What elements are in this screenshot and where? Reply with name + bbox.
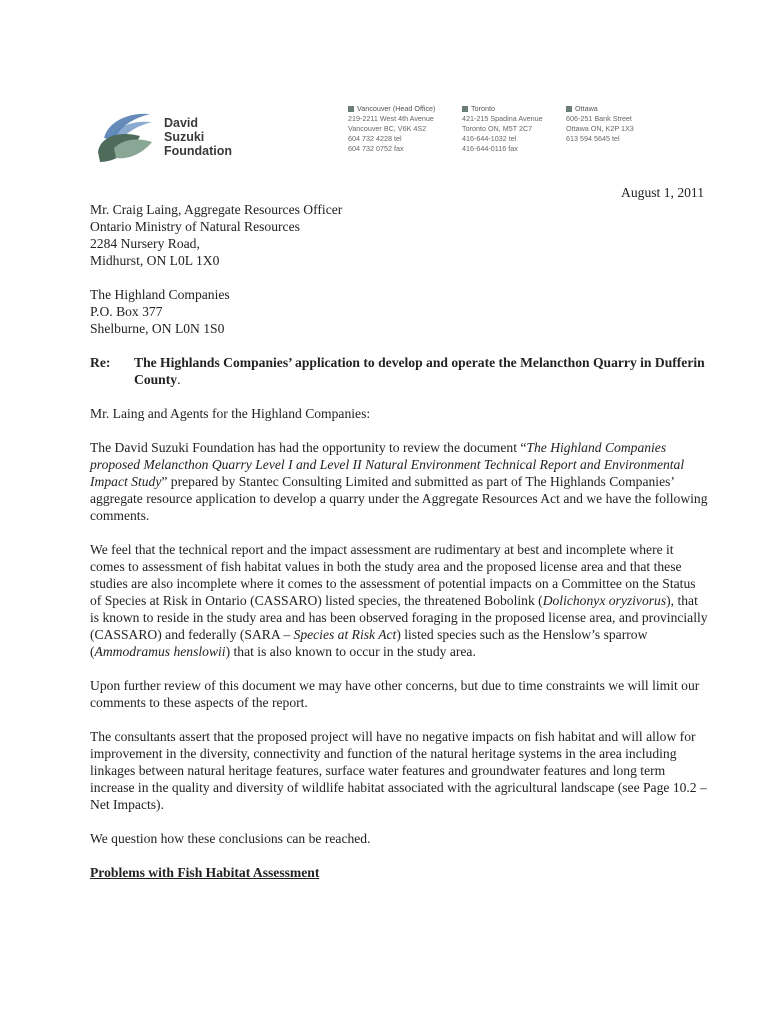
foundation-logo — [94, 108, 234, 168]
paragraph-4: The consultants assert that the proposed project will have no negative impacts on fish habitat and will allow for improvement in the diversity, connectivity and function of the natural heritage systems in the area including linkages between natural heritage features, surface water features and groundwater features and long term increase in the quality and diversity of wildlife habitat associated with the agricultural landscape (see Page 10.2 – Net Impacts). — [90, 729, 707, 812]
office-line: Ottawa ON, K2P 1X3 — [566, 124, 634, 133]
paragraph-3: Upon further review of this document we may have other concerns, but due to time constraints we will limit our comments to these aspects of the report. — [90, 678, 700, 710]
office-name: Ottawa — [566, 104, 676, 114]
address-line: Midhurst, ON L0L 1X0 — [90, 253, 220, 268]
address-line: Shelburne, ON L0N 1S0 — [90, 321, 225, 336]
office-line: 416-644-1032 tel — [462, 134, 517, 143]
salutation: Mr. Laing and Agents for the Highland Companies: — [90, 406, 371, 421]
paragraph-5: We question how these conclusions can be reached. — [90, 831, 371, 846]
org-line: Suzuki — [164, 130, 205, 144]
office-line: 613 594 5645 tel — [566, 134, 620, 143]
address-line: Mr. Craig Laing, Aggregate Resources Officer — [90, 202, 343, 217]
office-line: Toronto ON, M5T 2C7 — [462, 124, 533, 133]
leaf-logo-icon — [94, 108, 160, 168]
subject-line — [90, 354, 708, 388]
foundation-name — [164, 116, 232, 158]
org-line: David — [164, 116, 199, 130]
recipient-ministry — [90, 201, 708, 269]
office-toronto — [462, 104, 572, 154]
letter-body — [90, 184, 708, 881]
address-line: The Highland Companies — [90, 287, 230, 302]
paragraph-2: We feel that the technical report and the impact assessment are rudimentary at best and incomplete where it comes to assessment of fish habitat values in both the study area and the proposed license area and that these studies are also incomplete where it comes to the assessment of potential impacts on a Committee on the Status of Species at Risk in Ontario (CASSARO) listed species, the threatened Bobolink (Dolichonyx oryzivorus), that is known to reside in the study area and has been observed foraging in the proposed license area, and provincially (CASSARO) and federally (SARA – Species at Risk Act) listed species such as the Henslow’s sparrow (Ammodramus henslowii) that is also known to occur in the study area. — [90, 542, 708, 659]
office-line: 421-215 Spadina Avenue — [462, 114, 543, 123]
office-line: 219-2211 West 4th Avenue — [348, 114, 434, 123]
office-name: Toronto — [462, 104, 572, 114]
subject-text: The Highlands Companies’ application to develop and operate the Melancthon Quarry in Dufferin County. — [134, 355, 705, 387]
office-name: Vancouver (Head Office) — [348, 104, 458, 114]
office-line: 604 732 4228 tel — [348, 134, 402, 143]
office-ottawa — [566, 104, 676, 144]
paragraph-1: The David Suzuki Foundation has had the opportunity to review the document “The Highland Companies proposed Melancthon Quarry Level I and Level II Natural Environment Technical Report and Environmental Impact Study” prepared by Stantec Consulting Limited and submitted as part of The Highlands Companies’ aggregate resource application to develop a quarry under the Aggregate Resources Act and we have the following comments. — [90, 440, 708, 523]
subject-label: Re: — [90, 355, 111, 370]
office-line: Vancouver BC, V6K 4S2 — [348, 124, 427, 133]
section-heading: Problems with Fish Habitat Assessment — [90, 865, 320, 880]
office-line: 606-251 Bank Street — [566, 114, 632, 123]
address-line: P.O. Box 377 — [90, 304, 163, 319]
org-line: Foundation — [164, 144, 233, 158]
recipient-company — [90, 286, 708, 337]
address-line: 2284 Nursery Road, — [90, 236, 200, 251]
office-line: 416-644-0116 fax — [462, 144, 518, 153]
office-vancouver — [348, 104, 458, 154]
address-line: Ontario Ministry of Natural Resources — [90, 219, 300, 234]
letter-date: August 1, 2011 — [621, 185, 704, 200]
office-line: 604 732 0752 fax — [348, 144, 404, 153]
